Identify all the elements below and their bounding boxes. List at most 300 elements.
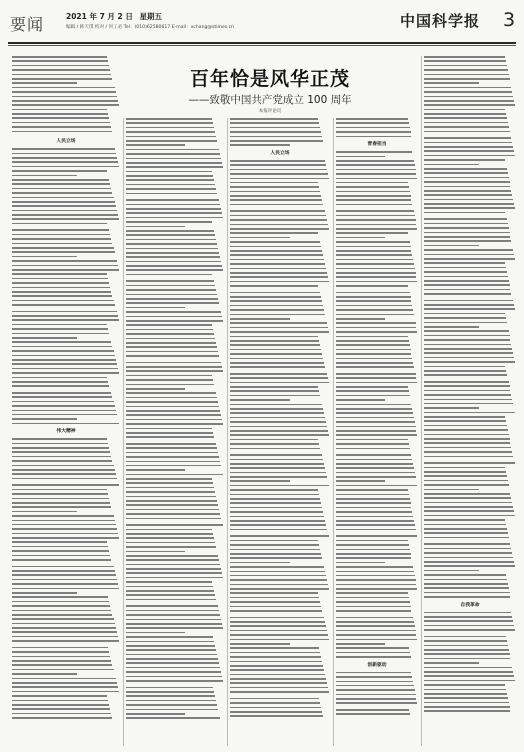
column-divider <box>123 118 124 746</box>
text-line <box>230 502 321 504</box>
text-line <box>230 250 322 252</box>
text-line <box>424 82 479 84</box>
text-line <box>12 269 119 271</box>
text-line <box>424 96 513 98</box>
text-line <box>230 520 325 522</box>
text-line <box>336 331 417 333</box>
text-line <box>230 691 329 693</box>
text-line <box>424 326 479 328</box>
masthead <box>0 0 524 44</box>
text-line <box>126 423 223 425</box>
text-line <box>126 226 185 228</box>
text-line <box>230 621 325 623</box>
editor-info: 编辑 / 韩天琪 校对 / 何工必 Tel：(010)62580617 E-mail：xchang@stimes.cn <box>66 25 235 30</box>
text-line <box>126 518 221 520</box>
text-line <box>336 647 409 649</box>
text-line <box>424 471 506 473</box>
text-line <box>12 247 114 249</box>
text-line <box>336 579 416 581</box>
text-line <box>230 362 324 364</box>
text-line <box>126 537 214 539</box>
text-line <box>126 605 218 607</box>
text-line <box>126 645 215 647</box>
text-line <box>336 472 415 474</box>
text-column-2 <box>126 118 224 746</box>
text-line <box>424 502 512 504</box>
text-line <box>126 513 220 515</box>
text-line <box>336 276 416 278</box>
text-line <box>12 473 116 475</box>
text-line <box>126 351 218 353</box>
text-line <box>336 685 414 687</box>
text-line <box>12 175 77 177</box>
column-divider <box>421 56 422 746</box>
text-line <box>336 656 411 658</box>
text-line <box>230 553 321 555</box>
text-line <box>126 316 222 318</box>
text-line <box>230 182 318 184</box>
text-line <box>126 623 222 625</box>
text-line <box>126 667 220 669</box>
text-line <box>126 285 215 287</box>
text-line <box>126 614 220 616</box>
article-byline: 本报评论员 <box>258 109 282 114</box>
text-line <box>126 452 218 454</box>
text-line <box>336 498 410 500</box>
text-line <box>336 562 385 564</box>
text-line <box>12 179 109 181</box>
text-line <box>126 577 223 579</box>
text-line <box>230 373 327 375</box>
text-line <box>230 529 327 531</box>
text-line <box>336 136 411 138</box>
text-line <box>12 205 116 207</box>
text-line <box>12 695 107 697</box>
text-line <box>12 588 119 590</box>
text-line <box>126 509 219 511</box>
text-line <box>424 374 507 376</box>
text-line <box>12 469 115 471</box>
text-line <box>126 636 213 638</box>
text-line <box>230 584 328 586</box>
text-line <box>12 418 77 420</box>
text-line <box>336 617 413 619</box>
text-line <box>424 489 479 491</box>
text-line <box>336 540 408 542</box>
text-line <box>424 330 509 332</box>
text-line <box>230 246 321 248</box>
text-line <box>12 372 119 374</box>
text-line <box>12 717 112 719</box>
text-line <box>230 549 320 551</box>
text-line <box>230 494 319 496</box>
text-line <box>230 588 329 590</box>
text-line <box>126 414 221 416</box>
text-line <box>336 463 413 465</box>
text-line <box>336 386 408 388</box>
text-line <box>424 159 505 161</box>
text-line <box>230 327 328 329</box>
text-line <box>424 528 507 530</box>
section-subtitle: 人民立场 <box>270 150 290 156</box>
text-line <box>126 717 220 719</box>
text-line <box>230 661 322 663</box>
text-line <box>424 537 509 539</box>
text-line <box>230 140 323 142</box>
text-line <box>126 478 212 480</box>
text-line <box>126 243 217 245</box>
text-line <box>230 358 323 360</box>
text-line <box>12 489 107 491</box>
text-line <box>230 169 327 171</box>
text-line <box>12 234 110 236</box>
text-line <box>336 584 416 586</box>
text-line <box>230 259 324 261</box>
text-line <box>336 702 417 704</box>
text-line <box>126 700 216 702</box>
text-line <box>424 100 514 102</box>
text-line <box>230 300 322 302</box>
text-line <box>126 355 219 357</box>
text-line <box>12 528 117 530</box>
text-line <box>126 529 212 531</box>
text-line <box>424 574 506 576</box>
text-line <box>336 443 409 445</box>
text-line <box>12 333 109 335</box>
text-line <box>424 190 511 192</box>
text-line <box>424 557 513 559</box>
text-line <box>336 259 413 261</box>
text-line <box>230 399 290 401</box>
text-line <box>424 164 479 166</box>
text-line <box>230 575 326 577</box>
text-line <box>336 156 385 158</box>
text-line <box>336 182 408 184</box>
text-line <box>12 109 107 111</box>
text-line <box>230 617 324 619</box>
text-line <box>12 713 111 715</box>
text-line <box>126 555 218 557</box>
text-line <box>424 212 505 214</box>
text-line <box>230 625 326 627</box>
text-line <box>12 300 114 302</box>
text-line <box>126 551 185 553</box>
text-line <box>336 412 413 414</box>
text-line <box>12 610 111 612</box>
text-line <box>126 504 218 506</box>
text-line <box>424 394 511 396</box>
text-line <box>126 127 214 129</box>
text-line <box>12 550 109 552</box>
text-line <box>126 469 185 471</box>
text-line <box>126 691 214 693</box>
text-line <box>230 118 318 120</box>
text-line <box>424 636 506 638</box>
text-line <box>336 322 416 324</box>
newspaper-logo: 中国科学报 <box>400 12 481 30</box>
text-line <box>230 353 322 355</box>
text-line <box>126 456 219 458</box>
text-line <box>126 627 223 629</box>
text-line <box>230 715 323 717</box>
text-line <box>336 643 385 645</box>
text-line <box>230 430 328 432</box>
text-line <box>424 142 512 144</box>
article-subheadline: ——致敬中国共产党成立 100 周年 <box>188 94 352 106</box>
text-line <box>424 532 508 534</box>
text-line <box>336 421 415 423</box>
text-line <box>12 405 115 407</box>
text-line <box>126 632 185 634</box>
text-line <box>12 251 115 253</box>
text-line <box>336 395 410 397</box>
text-line <box>126 709 218 711</box>
text-line <box>12 414 117 416</box>
text-line <box>336 272 416 274</box>
text-line <box>230 544 319 546</box>
text-line <box>12 686 118 688</box>
text-line <box>336 353 411 355</box>
text-line <box>126 366 222 368</box>
text-line <box>230 268 326 270</box>
text-line <box>126 687 213 689</box>
text-line <box>424 524 506 526</box>
text-line <box>424 561 514 563</box>
text-line <box>12 410 116 412</box>
section-name: 要闻 <box>10 15 45 34</box>
text-line <box>424 385 510 387</box>
text-line <box>126 524 223 526</box>
text-line <box>230 408 323 410</box>
text-line <box>126 641 214 643</box>
text-line <box>126 461 220 463</box>
text-line <box>126 658 218 660</box>
text-line <box>230 224 328 226</box>
text-line <box>126 500 217 502</box>
text-line <box>126 118 212 120</box>
text-line <box>230 296 321 298</box>
text-line <box>12 682 117 684</box>
text-line <box>336 520 414 522</box>
date-text: 2021 年 7 月 2 日 <box>66 12 133 21</box>
text-line <box>12 502 110 504</box>
text-line <box>12 673 77 675</box>
text-line <box>424 475 507 477</box>
text-line <box>336 417 414 419</box>
text-column-3 <box>230 118 330 746</box>
text-line <box>230 195 321 197</box>
text-line <box>336 232 408 234</box>
text-line <box>336 292 410 294</box>
text-line <box>126 199 219 201</box>
text-line <box>230 318 290 320</box>
text-line <box>126 208 221 210</box>
text-line <box>336 571 414 573</box>
text-line <box>336 327 416 329</box>
text-line <box>230 382 329 384</box>
text-line <box>336 588 417 590</box>
text-line <box>12 341 111 343</box>
text-line <box>336 476 416 478</box>
text-line <box>126 122 213 124</box>
text-line <box>424 254 514 256</box>
text-line <box>230 665 323 667</box>
text-line <box>12 148 115 150</box>
text-line <box>230 191 320 193</box>
masthead-rule-thin <box>8 45 516 46</box>
text-line <box>424 565 515 567</box>
text-line <box>336 173 416 175</box>
text-line <box>424 155 515 157</box>
text-line <box>424 258 515 260</box>
text-line <box>126 568 221 570</box>
text-line <box>424 506 513 508</box>
text-line <box>336 241 410 243</box>
text-line <box>12 210 117 212</box>
text-line <box>336 178 417 180</box>
text-line <box>126 294 217 296</box>
text-line <box>336 318 385 320</box>
text-line <box>336 557 411 559</box>
text-line <box>424 447 511 449</box>
text-line <box>424 407 479 409</box>
text-line <box>424 126 509 128</box>
text-line <box>12 166 119 168</box>
text-line <box>12 566 114 568</box>
text-line <box>126 149 219 151</box>
text-line <box>230 237 290 239</box>
text-line <box>230 472 326 474</box>
text-line <box>424 671 513 673</box>
text-line <box>424 172 508 174</box>
text-line <box>424 137 511 139</box>
text-line <box>336 336 408 338</box>
text-line <box>12 153 116 155</box>
text-line <box>126 217 223 219</box>
text-line <box>126 362 221 364</box>
text-line <box>336 366 414 368</box>
text-line <box>126 230 214 232</box>
text-line <box>230 439 318 441</box>
text-line <box>424 199 513 201</box>
text-line <box>126 184 215 186</box>
text-line <box>126 428 212 430</box>
text-line <box>126 234 215 236</box>
text-line <box>336 215 415 217</box>
text-line <box>230 682 327 684</box>
text-line <box>336 373 416 375</box>
text-line <box>424 484 509 486</box>
text-line <box>424 150 514 152</box>
text-line <box>230 144 290 146</box>
text-line <box>424 675 514 677</box>
text-line <box>12 493 108 495</box>
text-line <box>424 348 512 350</box>
text-line <box>126 239 216 241</box>
text-line <box>230 395 320 397</box>
text-line <box>230 178 329 180</box>
text-line <box>424 579 507 581</box>
text-line <box>424 552 512 554</box>
text-line <box>12 315 118 317</box>
text-line <box>12 546 108 548</box>
text-line <box>126 338 215 340</box>
text-line <box>12 555 110 557</box>
text-line <box>12 664 112 666</box>
text-line <box>12 113 108 115</box>
text-line <box>12 498 109 500</box>
text-line <box>424 629 515 631</box>
text-line <box>230 480 290 482</box>
text-line <box>126 533 213 535</box>
text-line <box>12 350 114 352</box>
text-line <box>126 193 217 195</box>
text-line <box>230 524 326 526</box>
text-line <box>336 377 416 379</box>
text-line <box>424 416 505 418</box>
text-line <box>424 612 511 614</box>
text-line <box>12 636 118 638</box>
text-line <box>12 704 109 706</box>
text-line <box>126 324 212 326</box>
text-line <box>336 204 412 206</box>
text-line <box>336 597 409 599</box>
text-line <box>230 386 318 388</box>
text-line <box>12 377 107 379</box>
text-line <box>12 218 119 220</box>
text-line <box>126 649 216 651</box>
text-line <box>126 436 214 438</box>
issue-date <box>66 11 166 22</box>
text-line <box>126 261 221 263</box>
text-line <box>126 474 223 476</box>
text-line <box>424 370 506 372</box>
text-line <box>336 566 413 568</box>
text-line <box>126 302 219 304</box>
text-line <box>424 240 511 242</box>
text-line <box>424 186 510 188</box>
text-line <box>126 212 222 214</box>
text-line <box>424 344 511 346</box>
text-line <box>230 127 320 129</box>
text-line <box>12 478 117 480</box>
text-line <box>12 647 108 649</box>
text-line <box>12 170 107 172</box>
text-line <box>126 671 221 673</box>
text-line <box>230 698 319 700</box>
text-line <box>336 698 416 700</box>
text-line <box>336 191 410 193</box>
text-line <box>230 122 319 124</box>
text-line <box>126 131 215 133</box>
text-line <box>424 56 505 58</box>
text-line <box>336 281 417 283</box>
text-line <box>12 656 110 658</box>
text-line <box>230 336 318 338</box>
text-line <box>424 104 515 106</box>
text-line <box>230 674 325 676</box>
text-line <box>230 215 326 217</box>
text-line <box>230 285 318 287</box>
text-line <box>230 314 325 316</box>
text-line <box>424 570 479 572</box>
text-line <box>12 515 114 517</box>
text-line <box>336 553 411 555</box>
text-line <box>126 572 222 574</box>
text-line <box>12 56 107 58</box>
text-line <box>12 669 114 671</box>
text-line <box>230 566 324 568</box>
